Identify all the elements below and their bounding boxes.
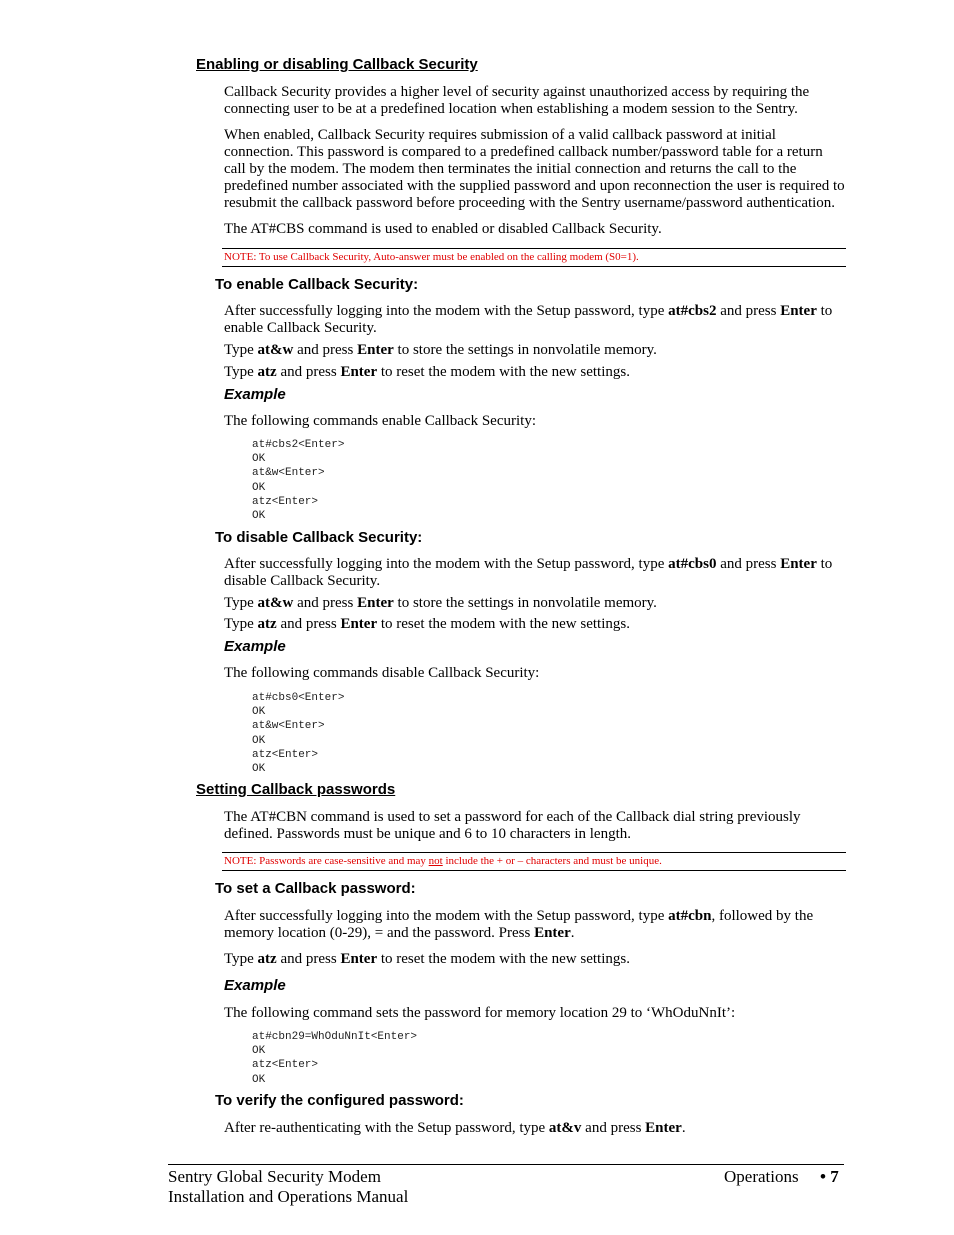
paragraph-intro: Callback Security provides a higher level of security against unauthorized access by requiring the connecting user to be at a predefined location when establishing a modem session to the Sentry. [224, 84, 810, 117]
note-password-rules: NOTE: Passwords are case-sensitive and may not include the + or – characters and must be unique. [222, 852, 846, 871]
paragraph-enable-step2: Type at&w and press Enter to store the settings in nonvolatile memory. [224, 342, 657, 358]
paragraph-setpw-step1: After successfully logging into the modem with the Setup password, type at#cbn, followed by the memory location (0-29), = and the password. Press Enter. [224, 908, 814, 941]
paragraph-cbs-command: The AT#CBS command is used to enabled or disabled Callback Security. [224, 221, 662, 237]
section-heading-callback-passwords: Setting Callback passwords [196, 781, 396, 798]
footer-subtitle: Installation and Operations Manual [168, 1187, 409, 1206]
paragraph-disable-step2: Type at&w and press Enter to store the settings in nonvolatile memory. [224, 595, 657, 611]
section-heading-callback-security: Enabling or disabling Callback Security [196, 56, 478, 73]
code-block-enable: at#cbs2<Enter> OK at&w<Enter> OK atz<Enter> OK [252, 439, 345, 523]
paragraph-setpw-example: The following command sets the password for memory location 29 to ‘WhOduNnIt’: [224, 1005, 736, 1021]
paragraph-enable-step3: Type atz and press Enter to reset the modem with the new settings. [224, 364, 630, 380]
example-heading-enable: Example [224, 386, 286, 403]
paragraph-setpw-step2: Type atz and press Enter to reset the modem with the new settings. [224, 951, 630, 967]
example-heading-setpw: Example [224, 977, 286, 994]
paragraph-description: When enabled, Callback Security requires submission of a valid callback password at initial connection. This password is compared to a predefined callback number/password table for a return call by the modem. The modem then terminates the initial connection and returns the call to the predefined number associated with the supplied password and upon reconnection the user is required to resubmit the callback password before proceeding with the Sentry username/password authentication. [224, 127, 845, 211]
code-block-setpw: at#cbn29=WhOduNnIt<Enter> OK atz<Enter> OK [252, 1031, 418, 1086]
subheading-enable: To enable Callback Security: [215, 276, 419, 293]
subheading-verify: To verify the configured password: [215, 1092, 464, 1109]
subheading-set-password: To set a Callback password: [215, 880, 416, 897]
example-heading-disable: Example [224, 638, 286, 655]
paragraph-verify: After re-authenticating with the Setup password, type at&v and press Enter. [224, 1120, 686, 1136]
subheading-disable: To disable Callback Security: [215, 529, 423, 546]
paragraph-cbn-command: The AT#CBN command is used to set a password for each of the Callback dial string previously defined. Passwords must be unique and 6 to 10 characters in length. [224, 809, 801, 842]
paragraph-disable-step3: Type atz and press Enter to reset the modem with the new settings. [224, 616, 630, 632]
paragraph-enable-step1: After successfully logging into the modem with the Setup password, type at#cbs2 and press Enter to enable Callback Security. [224, 303, 833, 336]
footer-divider [168, 1164, 844, 1165]
paragraph-disable-example: The following commands disable Callback Security: [224, 665, 540, 681]
note-auto-answer: NOTE: To use Callback Security, Auto-answer must be enabled on the calling modem (S0=1). [222, 248, 846, 267]
code-block-disable: at#cbs0<Enter> OK at&w<Enter> OK atz<Enter> OK [252, 692, 345, 776]
footer-title: Sentry Global Security Modem [168, 1167, 381, 1186]
paragraph-enable-example: The following commands enable Callback Security: [224, 413, 536, 429]
paragraph-disable-step1: After successfully logging into the modem with the Setup password, type at#cbs0 and press Enter to disable Callback Security. [224, 556, 833, 589]
footer-page-number: • 7 [820, 1167, 839, 1186]
footer-section: Operations [724, 1167, 799, 1186]
